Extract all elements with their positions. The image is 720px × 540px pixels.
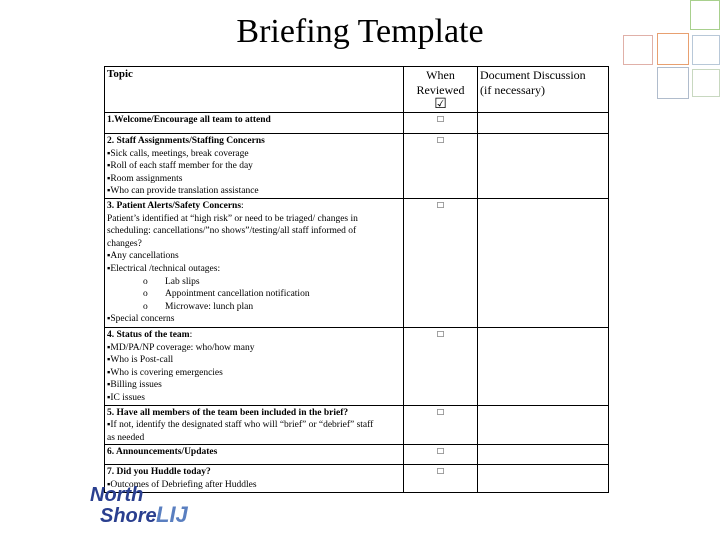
checkbox[interactable]: □ — [437, 406, 444, 418]
topic-cell: 3. Patient Alerts/Safety Concerns: Patient’s identified at “high risk” or need to be triaged/ changes in scheduling: cancellations/”no shows”/testing/all staff informed of changes? ▪Any cancellations ▪Electrical /technical outages: o Lab slips o Appointment cancellation notification o Microwave: lunch plan ▪Special concerns — [105, 199, 404, 328]
sub-list-item: o Lab slips — [143, 276, 200, 287]
when-reviewed-cell[interactable] — [404, 199, 478, 328]
checkbox[interactable]: □ — [437, 329, 444, 340]
sub-list-item: o Appointment cancellation notification — [143, 289, 310, 300]
topic-cell: 2. Staff Assignments/Staffing Concerns ▪Sick calls, meetings, break coverage ▪Roll of each staff member for the day ▪Room assignments ▪Who can provide translation assistance — [105, 134, 404, 199]
topic-cell: 7. Did you Huddle today? ▪Outcomes of Debriefing after Huddles — [105, 465, 404, 492]
when-reviewed-cell[interactable] — [404, 113, 478, 134]
north-shore-lij-logo — [88, 482, 198, 530]
when-reviewed-cell[interactable] — [404, 445, 478, 465]
topic-cell: 6. Announcements/Updates — [105, 445, 404, 465]
document-cell[interactable] — [478, 405, 609, 445]
table-row — [105, 113, 609, 134]
when-reviewed-cell[interactable] — [404, 405, 478, 445]
decorative-square — [657, 67, 689, 99]
table-row — [105, 405, 609, 445]
logo-text-north: North — [90, 484, 144, 506]
when-reviewed-cell[interactable] — [404, 328, 478, 406]
checked-box-icon: ☑ — [434, 97, 447, 112]
briefing-table — [104, 66, 609, 493]
page-title: Briefing Template — [236, 13, 484, 50]
decorative-square — [692, 35, 720, 65]
logo-text-shore: Shore — [100, 505, 157, 527]
document-cell[interactable] — [478, 445, 609, 465]
decorative-square — [623, 35, 653, 65]
when-reviewed-header: When Reviewed ☑ — [404, 67, 478, 113]
checkbox[interactable]: □ — [437, 200, 444, 211]
checkbox[interactable]: □ — [437, 135, 444, 146]
topic-cell: 1.Welcome/Encourage all team to attend — [105, 113, 404, 134]
decorative-square — [692, 69, 720, 97]
topic-header: Topic — [105, 67, 404, 113]
table-header-row — [105, 67, 609, 113]
topic-cell: 4. Status of the team: ▪MD/PA/NP coverage: who/how many ▪Who is Post-call ▪Who is covering emergencies ▪Billing issues ▪IC issues — [105, 328, 404, 406]
when-reviewed-cell[interactable] — [404, 465, 478, 492]
sub-list-item: o Microwave: lunch plan — [143, 301, 254, 312]
document-cell[interactable] — [478, 465, 609, 492]
table-row — [105, 445, 609, 465]
decorative-square — [657, 33, 689, 65]
document-discussion-header: Document Discussion (if necessary) — [478, 67, 609, 113]
checkbox[interactable]: □ — [437, 114, 444, 125]
document-cell[interactable] — [478, 134, 609, 199]
document-cell[interactable] — [478, 113, 609, 134]
logo-text-lij: LIJ — [156, 502, 188, 527]
table-row — [105, 328, 609, 406]
checkbox[interactable]: □ — [437, 446, 444, 458]
topic-cell: 5. Have all members of the team been included in the brief? ▪If not, identify the designated staff who will “brief” or “debrief” staff as needed — [105, 405, 404, 445]
checkbox[interactable]: □ — [437, 466, 444, 478]
when-reviewed-cell[interactable] — [404, 134, 478, 199]
table-row — [105, 199, 609, 328]
document-cell[interactable] — [478, 199, 609, 328]
decorative-square — [690, 0, 720, 30]
table-row — [105, 134, 609, 199]
document-cell[interactable] — [478, 328, 609, 406]
